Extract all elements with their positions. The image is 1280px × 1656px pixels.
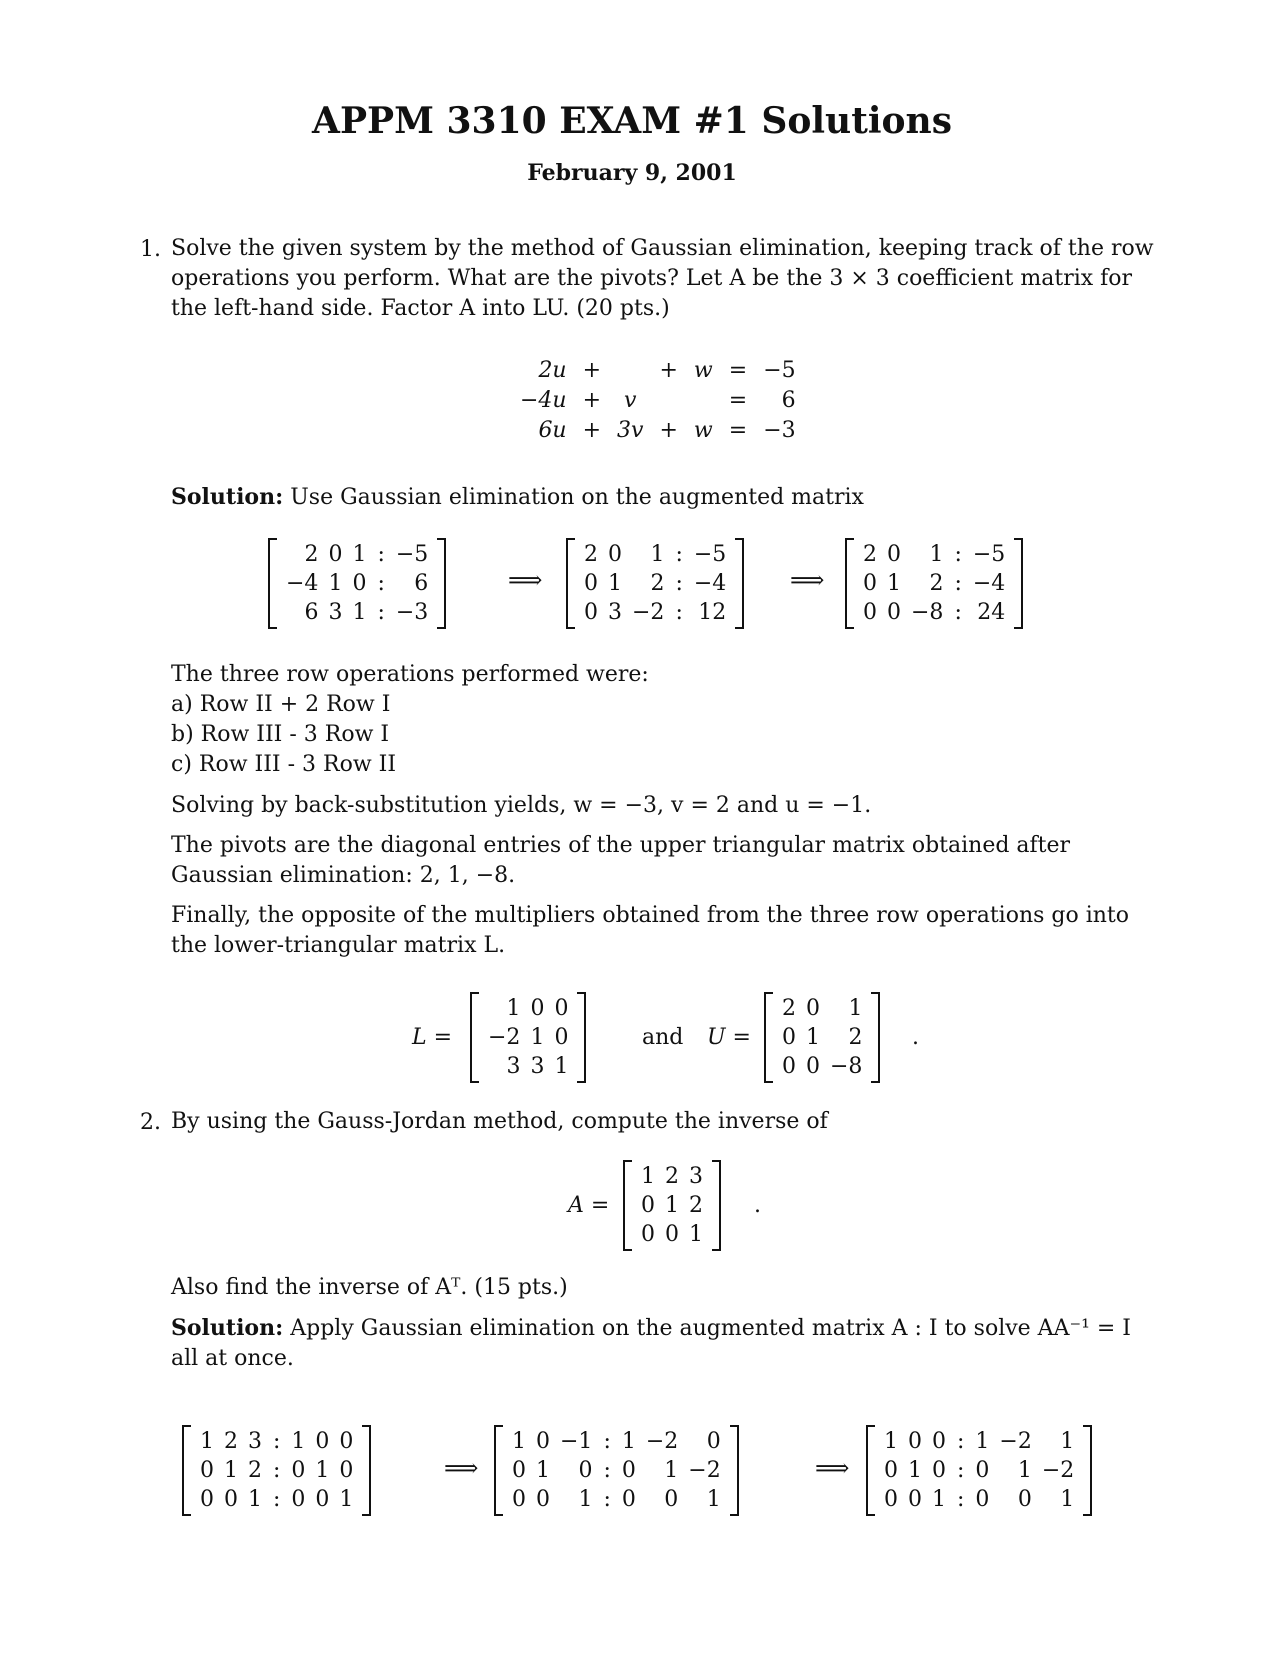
matrix-entry: 0: [200, 1487, 214, 1512]
matrix-row: [579, 540, 731, 569]
left-bracket: [470, 992, 479, 1083]
matrix-row: [858, 540, 1010, 569]
left-bracket: [866, 1425, 875, 1516]
matrix-entry: 1: [530, 1025, 545, 1050]
matrix-entry: 12: [698, 600, 727, 625]
period: .: [912, 1025, 919, 1050]
matrix-entry: 2: [650, 571, 665, 596]
matrix-entry: 3: [248, 1429, 262, 1454]
matrix-entry: 0: [908, 1429, 922, 1454]
equation-term: +: [659, 417, 678, 443]
matrix-entry: 0: [352, 571, 367, 596]
matrix-entry: 2: [248, 1458, 262, 1483]
matrix-entry: :: [273, 1429, 281, 1454]
matrix-entry: 1: [339, 1487, 354, 1512]
matrix-entry: 1: [908, 1458, 922, 1483]
matrix-entry: 0: [554, 996, 569, 1021]
exam-date: February 9, 2001: [527, 160, 737, 186]
matrix-row: [507, 1485, 726, 1514]
matrix-entry: :: [603, 1429, 611, 1454]
matrix-entry: 2: [689, 1193, 703, 1218]
matrix-row: [579, 569, 731, 598]
equation-row: [512, 355, 804, 385]
row-ops-intro: The three row operations performed were:: [171, 662, 649, 687]
matrix-entry: −2: [645, 1429, 679, 1454]
matrix-entry: 0: [339, 1458, 354, 1483]
matrix-entry: 1: [650, 542, 665, 567]
equation-row: [512, 385, 804, 415]
matrix-entry: :: [603, 1487, 611, 1512]
matrix-row: [636, 1191, 708, 1220]
matrix-entry: 1: [641, 1164, 655, 1189]
matrix-entry: 0: [608, 542, 622, 567]
multipliers-text: Finally, the opposite of the multipliers obtained from the three row operations go into the lower-triangular matrix L.: [171, 903, 1130, 958]
period: .: [754, 1193, 761, 1218]
equation-term: [651, 385, 685, 415]
matrix-entry: 0: [806, 996, 820, 1021]
matrix-entry: 0: [665, 1222, 679, 1247]
matrix-row: [281, 598, 433, 627]
matrix-row: [195, 1456, 358, 1485]
matrix-entry: 1: [291, 1429, 306, 1454]
left-bracket: [623, 1160, 632, 1251]
matrix-entry: 1: [706, 1487, 721, 1512]
matrix-entry: 0: [863, 571, 877, 596]
equation-term: 6u: [538, 417, 567, 443]
matrix-entry: 1: [328, 571, 343, 596]
matrix-entry: −2: [1041, 1458, 1075, 1483]
equation-term: +: [659, 357, 678, 383]
equation-term: +: [582, 357, 602, 383]
matrix-entry: 1: [200, 1429, 214, 1454]
solution-1: [171, 482, 864, 513]
matrix-entry: 0: [512, 1487, 526, 1512]
matrix-entry: 1: [887, 571, 901, 596]
matrix-entry: 0: [863, 600, 877, 625]
matrix-entry: 0: [328, 542, 343, 567]
matrix-entry: 1: [352, 542, 367, 567]
matrix-entry: −2: [632, 600, 665, 625]
matrix-entry: 0: [554, 1025, 569, 1050]
matrix-entry: :: [377, 571, 385, 596]
matrix-row: [195, 1485, 358, 1514]
problem-1-statement: Solve the given system by the method of Gaussian elimination, keeping track of the row operations you perform. What are the pivots? Let A be the 3 × 3 coefficient matrix for the left-hand side. Factor A into LU. (20 pts.): [171, 236, 1154, 321]
matrix-entry: 0: [224, 1487, 238, 1512]
matrix-entry: −1: [560, 1429, 593, 1454]
equation-term: v: [624, 387, 637, 413]
matrix-entry: 1: [512, 1429, 526, 1454]
matrix-row: [507, 1456, 726, 1485]
problem-2-number: 2.: [140, 1110, 161, 1135]
equation-term: −4u: [520, 387, 567, 413]
matrix-entry: 0: [932, 1429, 946, 1454]
matrix-entry: 1: [884, 1429, 898, 1454]
matrix-entry: 1: [352, 600, 367, 625]
matrix-entry: −5: [972, 542, 1006, 567]
matrix-row: [636, 1162, 708, 1191]
matrix-entry: −2: [688, 1458, 721, 1483]
row-op-b: b) Row III - 3 Row I: [171, 722, 390, 747]
implies-arrow: ⟹: [790, 566, 825, 594]
equation-term: =: [728, 387, 748, 413]
matrix-entry: 1: [536, 1458, 550, 1483]
back-substitution: Solving by back-substitution yields, w = −3, v = 2 and u = −1.: [171, 793, 872, 818]
matrix-entry: 6: [414, 571, 429, 596]
matrix-entry: 0: [782, 1025, 796, 1050]
matrix-entry: 0: [578, 1458, 593, 1483]
matrix-entry: 1: [1017, 1458, 1032, 1483]
equation-term: 3v: [617, 417, 644, 443]
matrix-entry: 24: [977, 600, 1006, 625]
matrix-row: [858, 598, 1010, 627]
L-matrix: [470, 992, 586, 1083]
equation-term: w: [693, 417, 713, 443]
augmented-matrix-5: [494, 1425, 739, 1516]
matrix-entry: −5: [693, 542, 727, 567]
matrix-entry: 2: [584, 542, 598, 567]
matrix-entry: 1: [554, 1054, 569, 1079]
left-bracket: [182, 1425, 191, 1516]
equation-term: =: [728, 357, 748, 383]
augmented-matrix-1: [268, 538, 446, 629]
matrix-entry: −4: [286, 571, 319, 596]
augmented-matrix-6: [866, 1425, 1092, 1516]
matrix-entry: 1: [248, 1487, 262, 1512]
A-matrix: [623, 1160, 721, 1251]
right-bracket: [871, 992, 880, 1083]
matrix-entry: 0: [932, 1458, 946, 1483]
matrix-entry: :: [273, 1458, 281, 1483]
matrix-entry: 0: [975, 1458, 990, 1483]
matrix-entry: 0: [664, 1487, 679, 1512]
matrix-entry: 2: [782, 996, 796, 1021]
matrix-row: [879, 1485, 1079, 1514]
matrix-entry: 3: [689, 1164, 703, 1189]
implies-arrow: ⟹: [508, 566, 543, 594]
pivots-text: The pivots are the diagonal entries of the upper triangular matrix obtained after Gaussian elimination: 2, 1, −8.: [171, 833, 1071, 888]
L-label: L =: [412, 1025, 453, 1050]
equation-term: [609, 355, 651, 385]
matrix-entry: :: [954, 571, 962, 596]
matrix-entry: 1: [664, 1458, 679, 1483]
matrix-entry: 0: [584, 571, 598, 596]
matrix-entry: −8: [911, 600, 944, 625]
matrix-entry: 1: [506, 996, 521, 1021]
matrix-entry: 0: [884, 1487, 898, 1512]
problem-1-number: 1.: [140, 237, 161, 262]
matrix-row: [636, 1220, 708, 1249]
page-title: APPM 3310 EXAM #1 Solutions: [312, 100, 952, 142]
right-bracket: [437, 538, 446, 629]
matrix-row: [281, 569, 433, 598]
augmented-matrix-3: [845, 538, 1023, 629]
matrix-entry: :: [603, 1458, 611, 1483]
matrix-entry: 0: [887, 600, 901, 625]
matrix-entry: −5: [395, 542, 429, 567]
matrix-entry: :: [957, 1487, 965, 1512]
equation-term: +: [582, 387, 602, 413]
right-bracket: [712, 1160, 721, 1251]
matrix-entry: −8: [830, 1054, 863, 1079]
matrix-entry: 2: [224, 1429, 238, 1454]
matrix-entry: 0: [291, 1487, 306, 1512]
matrix-entry: 0: [315, 1429, 330, 1454]
right-bracket: [1083, 1425, 1092, 1516]
matrix-entry: :: [675, 571, 683, 596]
equation-term: w: [693, 357, 713, 383]
equation-row: [512, 415, 804, 445]
matrix-entry: 1: [621, 1429, 636, 1454]
matrix-entry: 0: [806, 1054, 820, 1079]
equation-term: −5: [763, 357, 796, 383]
matrix-entry: −4: [972, 571, 1006, 596]
matrix-entry: :: [377, 600, 385, 625]
matrix-row: [858, 569, 1010, 598]
matrix-entry: 2: [848, 1025, 863, 1050]
matrix-row: [483, 1023, 573, 1052]
equation-term: [686, 385, 721, 415]
matrix-entry: 1: [932, 1487, 946, 1512]
matrix-entry: 3: [506, 1054, 521, 1079]
augmented-matrix-2: [566, 538, 744, 629]
matrix-entry: :: [954, 600, 962, 625]
solution-text: Apply Gaussian elimination on the augmented matrix A : I to solve AA⁻¹ = I all at once.: [171, 1316, 1131, 1371]
matrix-entry: 6: [304, 600, 319, 625]
matrix-entry: :: [675, 600, 683, 625]
matrix-entry: :: [954, 542, 962, 567]
matrix-entry: :: [377, 542, 385, 567]
matrix-entry: 0: [315, 1487, 330, 1512]
matrix-entry: 1: [1060, 1487, 1075, 1512]
matrix-entry: 1: [975, 1429, 990, 1454]
left-bracket: [494, 1425, 503, 1516]
matrix-entry: 2: [304, 542, 319, 567]
equation-term: 6: [781, 387, 796, 413]
matrix-entry: 3: [328, 600, 343, 625]
left-bracket: [845, 538, 854, 629]
matrix-entry: 1: [848, 996, 863, 1021]
matrix-entry: 0: [536, 1429, 550, 1454]
augmented-matrix-4: [182, 1425, 371, 1516]
solution-label: Solution:: [171, 1315, 284, 1341]
matrix-entry: 0: [621, 1458, 636, 1483]
matrix-entry: 0: [339, 1429, 354, 1454]
matrix-entry: 1: [665, 1193, 679, 1218]
matrix-row: [195, 1427, 358, 1456]
matrix-row: [777, 1023, 867, 1052]
right-bracket: [730, 1425, 739, 1516]
matrix-entry: 0: [536, 1487, 550, 1512]
matrix-entry: 0: [887, 542, 901, 567]
row-op-c: c) Row III - 3 Row II: [171, 752, 397, 777]
equation-term: 2u: [538, 357, 567, 383]
solution-label: Solution:: [171, 484, 284, 510]
matrix-entry: 1: [929, 542, 944, 567]
row-op-a: a) Row II + 2 Row I: [171, 692, 391, 717]
problem-2-statement: By using the Gauss-Jordan method, compute the inverse of: [171, 1109, 828, 1134]
matrix-entry: 2: [665, 1164, 679, 1189]
matrix-entry: −2: [488, 1025, 521, 1050]
matrix-row: [879, 1456, 1079, 1485]
matrix-entry: 0: [1017, 1487, 1032, 1512]
right-bracket: [362, 1425, 371, 1516]
matrix-entry: 1: [806, 1025, 820, 1050]
matrix-entry: 3: [530, 1054, 545, 1079]
equation-term: =: [728, 417, 748, 443]
matrix-entry: :: [675, 542, 683, 567]
matrix-entry: 0: [530, 996, 545, 1021]
and-word: and: [642, 1025, 684, 1050]
matrix-entry: 0: [706, 1429, 721, 1454]
matrix-entry: 1: [224, 1458, 238, 1483]
left-bracket: [764, 992, 773, 1083]
implies-arrow: ⟹: [815, 1454, 850, 1482]
also-find-text: Also find the inverse of Aᵀ. (15 pts.): [171, 1275, 568, 1300]
right-bracket: [577, 992, 586, 1083]
matrix-entry: 0: [782, 1054, 796, 1079]
matrix-row: [281, 540, 433, 569]
left-bracket: [566, 538, 575, 629]
matrix-row: [507, 1427, 726, 1456]
matrix-entry: 1: [578, 1487, 593, 1512]
solution-2: [171, 1313, 1156, 1374]
matrix-entry: 0: [621, 1487, 636, 1512]
right-bracket: [1014, 538, 1023, 629]
matrix-row: [579, 598, 731, 627]
matrix-entry: 0: [908, 1487, 922, 1512]
matrix-entry: 2: [863, 542, 877, 567]
matrix-entry: :: [957, 1429, 965, 1454]
matrix-entry: −4: [693, 571, 727, 596]
matrix-entry: :: [957, 1458, 965, 1483]
matrix-entry: 1: [608, 571, 622, 596]
equation-term: +: [582, 417, 602, 443]
matrix-entry: −3: [395, 600, 429, 625]
U-label: U =: [707, 1025, 751, 1050]
solution-text: Use Gaussian elimination on the augmented matrix: [290, 485, 864, 510]
U-matrix: [764, 992, 880, 1083]
right-bracket: [735, 538, 744, 629]
matrix-entry: 0: [200, 1458, 214, 1483]
matrix-entry: 1: [1060, 1429, 1075, 1454]
A-label: A =: [568, 1193, 610, 1218]
matrix-entry: 3: [608, 600, 622, 625]
matrix-entry: 1: [315, 1458, 330, 1483]
left-bracket: [268, 538, 277, 629]
equation-term: −3: [763, 417, 796, 443]
matrix-row: [483, 994, 573, 1023]
matrix-entry: 1: [689, 1222, 703, 1247]
matrix-row: [777, 1052, 867, 1081]
matrix-entry: 0: [884, 1458, 898, 1483]
matrix-entry: 0: [584, 600, 598, 625]
matrix-entry: 0: [641, 1193, 655, 1218]
matrix-entry: :: [273, 1487, 281, 1512]
matrix-row: [879, 1427, 1079, 1456]
matrix-entry: 0: [641, 1222, 655, 1247]
implies-arrow: ⟹: [444, 1454, 479, 1482]
matrix-entry: 0: [975, 1487, 990, 1512]
matrix-entry: −2: [999, 1429, 1032, 1454]
matrix-entry: 2: [929, 571, 944, 596]
linear-system: [512, 355, 804, 445]
matrix-entry: 0: [512, 1458, 526, 1483]
matrix-entry: 0: [291, 1458, 306, 1483]
matrix-row: [483, 1052, 573, 1081]
matrix-row: [777, 994, 867, 1023]
